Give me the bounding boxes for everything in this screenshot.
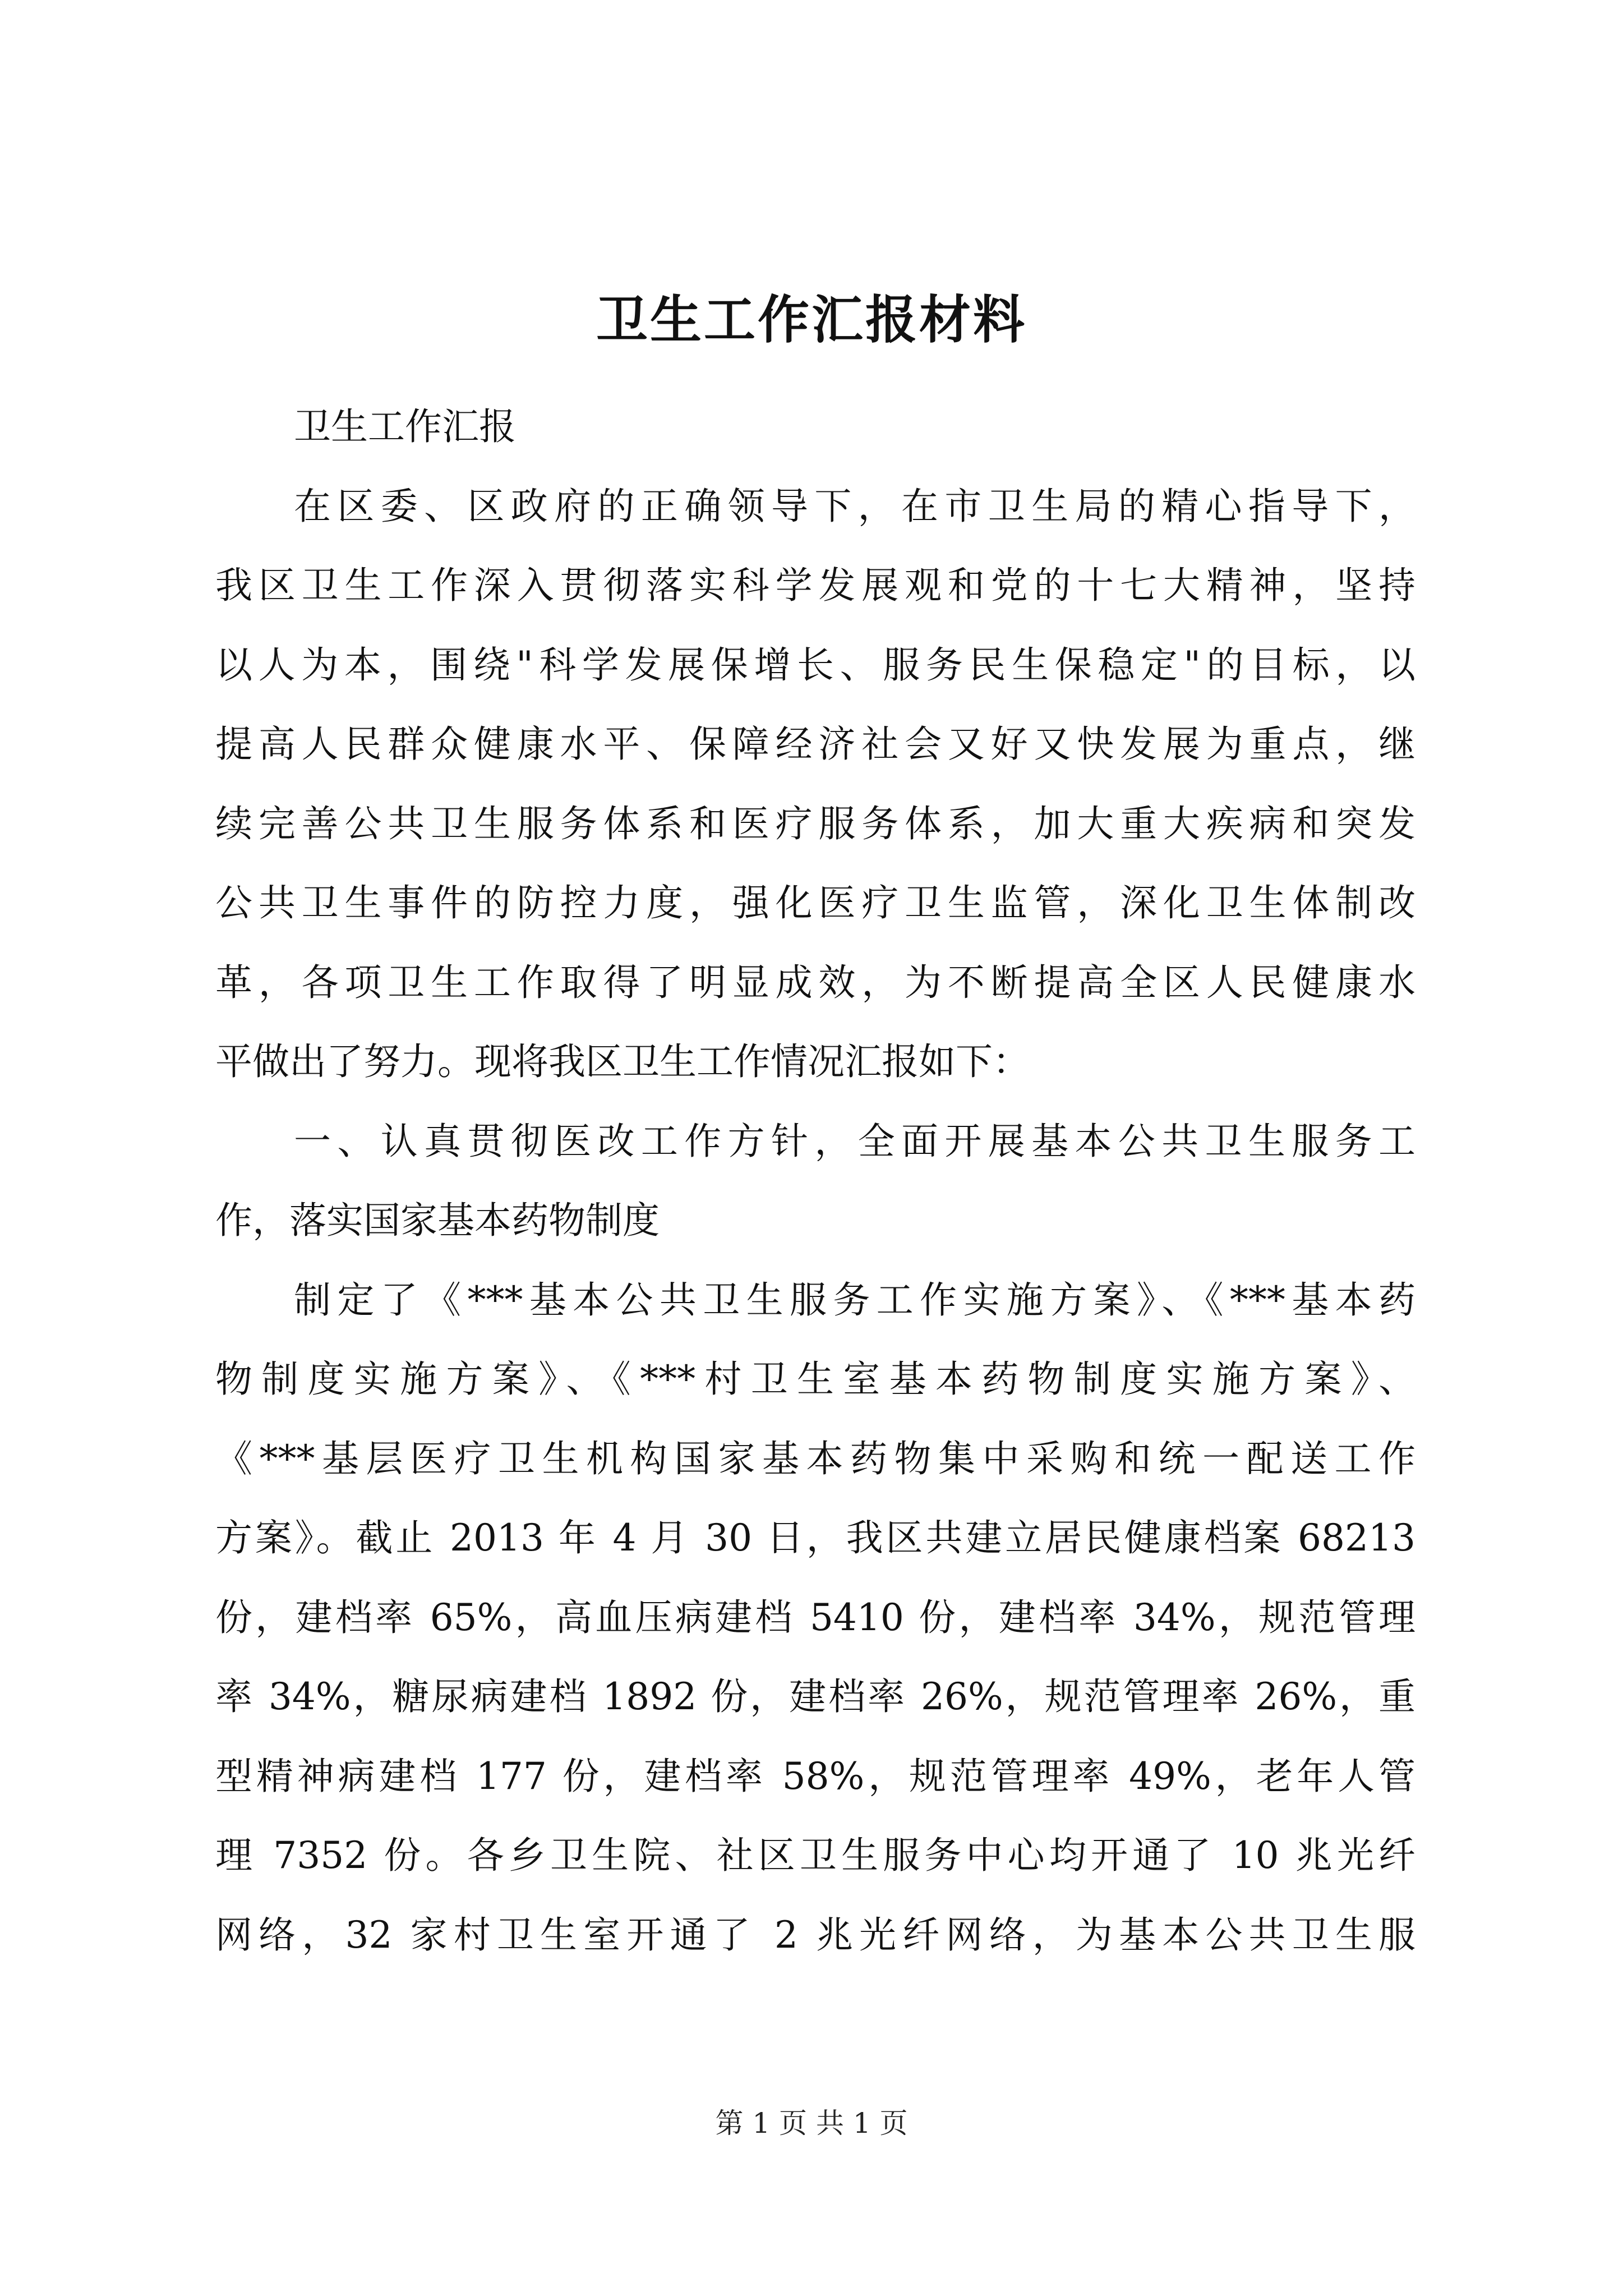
paragraph-line: 以人为本，围绕"科学发展保增长、服务民生保稳定"的目标，以 [215,643,1415,687]
paragraph-line: 在区委、区政府的正确领导下，在市卫生局的精心指导下， [294,484,1415,528]
paragraph-line: 理 7352 份。各乡卫生院、社区卫生服务中心均开通了 10 兆光纤 [215,1834,1415,1877]
document-title: 卫生工作汇报材料 [596,289,1027,350]
section-heading-line: 一、认真贯彻医改工作方针，全面开展基本公共卫生服务工 [294,1119,1415,1163]
paragraph-line: 提高人民群众健康水平、保障经济社会又好又快发展为重点，继 [215,723,1415,766]
paragraph-line: 革，各项卫生工作取得了明显成效，为不断提高全区人民健康水 [215,960,1415,1004]
paragraph-line: 我区卫生工作深入贯彻落实科学发展观和党的十七大精神，坚持 [215,564,1415,607]
section-heading: 卫生工作汇报 [294,405,516,448]
paragraph-line: 《***基层医疗卫生机构国家基本药物集中采购和统一配送工作 [215,1437,1415,1480]
paragraph-line: 率 34%，糖尿病建档 1892 份，建档率 26%，规范管理率 26%，重 [215,1675,1415,1718]
paragraph-line: 份，建档率 65%，高血压病建档 5410 份，建档率 34%，规范管理 [215,1595,1415,1639]
document-body [215,387,1415,1975]
paragraph-line: 物制度实施方案》、《***村卫生室基本药物制度实施方案》、 [215,1358,1415,1401]
paragraph-line: 公共卫生事件的防控力度，强化医疗卫生监管，深化卫生体制改 [215,881,1415,924]
paragraph-line: 续完善公共卫生服务体系和医疗服务体系，加大重大疾病和突发 [215,802,1415,845]
paragraph-line: 制定了《***基本公共卫生服务工作实施方案》、《***基本药 [294,1278,1415,1322]
section-heading-line: 作，落实国家基本药物制度 [215,1199,660,1242]
page-number-footer: 第 1 页 共 1 页 [715,2107,908,2139]
paragraph-line: 方案》。截止 2013 年 4 月 30 日，我区共建立居民健康档案 68213 [215,1516,1415,1559]
paragraph-line: 型精神病建档 177 份，建档率 58%，规范管理率 49%，老年人管 [215,1754,1415,1798]
paragraph-line: 平做出了努力。现将我区卫生工作情况汇报如下： [215,1040,1030,1083]
paragraph-line: 网络，32 家村卫生室开通了 2 兆光纤网络，为基本公共卫生服 [215,1913,1415,1957]
